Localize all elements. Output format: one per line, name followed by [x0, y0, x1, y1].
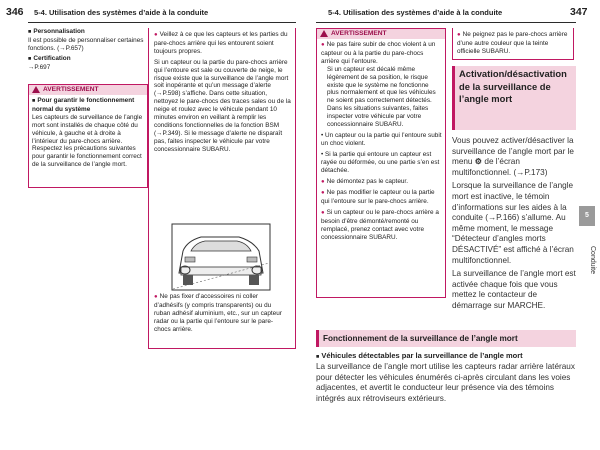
left-header-rule — [28, 22, 296, 23]
column-1 — [28, 28, 146, 72]
bullet-icon: ● — [321, 178, 325, 185]
left-chapter-title: 5-4. Utilisation des systèmes d’aide à la conduite — [34, 8, 209, 17]
section-operation-title: Fonctionnement de la surveillance de l’angle mort — [316, 330, 576, 347]
activation-text — [452, 136, 576, 312]
warning-box-right — [316, 28, 446, 298]
sub-item-text: Un capteur ou la partie qui l’entoure subit un choc violent. — [321, 131, 442, 147]
sub-item-scratched: • Si la partie qui entoure un capteur est rayée ou déformée, ou une partie s’en est détachée. — [321, 150, 440, 174]
certification-title: ■ Certification — [28, 55, 146, 64]
subsection-title: Véhicules détectables par la surveillance de l’angle mort — [321, 351, 523, 360]
paragraph-dirty-sensor: Si un capteur ou la partie du pare-chocs arrière qui l’entoure est sale ou couverte de neige, le risque existe que la surveillance de l’angle mort soit inopérante et qu’un message d’alerte (→P.598) s’affiche. Dans cette situation, nettoyez le pare-chocs des traces sales ou de la neige et roulez avec le véhicule pendant 10 minutes environ en veillant à remplir les conditions fonctionnelles de la fonction BSM (→P.349). Si le message d’alerte ne disparaît pas, faites inspecter le véhicule par votre concessionnaire SUBARU. — [154, 58, 291, 153]
bullet-text: Ne peignez pas le pare-chocs arrière d’une autre couleur que la teinte officielle SUBARU. — [457, 31, 568, 55]
right-page-number: 347 — [570, 6, 588, 18]
warning-header — [29, 85, 147, 95]
warning-box-left — [28, 84, 148, 188]
bullet-item-contact-dealer — [321, 209, 442, 242]
sub-item-impact: • Un capteur ou la partie qui l’entoure subit un choc violent. — [321, 131, 442, 147]
warning-header — [317, 29, 445, 39]
subsection-detectable-vehicles — [316, 351, 576, 360]
warning-icon — [32, 86, 40, 93]
bullet-icon: ● — [321, 42, 325, 48]
right-header-rule — [316, 22, 576, 23]
bullet-text: Ne pas modifier le capteur ou la partie qui l’entoure sur le pare-chocs arrière. — [321, 189, 435, 206]
warning-box-right-continued — [452, 28, 574, 60]
bullet-text: Veillez à ce que les capteurs et les parties du pare-chocs arrière qui les entourent soient toujours propres. — [154, 31, 288, 55]
warning-title: AVERTISSEMENT — [43, 86, 99, 93]
warning-title: AVERTISSEMENT — [331, 30, 387, 37]
chapter-tab-number: 5 — [579, 206, 595, 226]
bullet-icon: ● — [457, 32, 461, 38]
bullet-icon: ● — [321, 210, 325, 217]
bullet-item-no-impact — [321, 41, 442, 66]
activation-paragraph-1-end: de l’écran multifonctionnel. (→P.173) — [452, 157, 548, 177]
operation-paragraph: La surveillance de l’angle mort utilise les capteurs radar arrière latéraux pour détecter les véhicules énumérés ci-après circulant dans les voies adjacentes, et avertit le conducteur leur présence via des témoins intégrés aux rétroviseurs extérieurs. — [316, 362, 575, 403]
bullet-item-clean-sensors — [154, 31, 291, 56]
right-chapter-title: 5-4. Utilisation des systèmes d’aide à la conduite — [328, 8, 503, 17]
personalisation-title: ■ Personnalisation — [28, 28, 146, 37]
gear-icon: ⚙ — [474, 157, 483, 167]
warning-body: Les capteurs de surveillance de l’angle mort sont installés de chaque côté du véhicule, à gauche et à droite à l’intérieur du pare-chocs arrière. Respectez les précautions suivantes pour garantir le fonctionnement correct de la surveillance de l’angle mort. — [32, 113, 143, 169]
personalisation-text: Il est possible de personnaliser certaines fonctions. (→P.657) — [28, 36, 144, 52]
section-activation-title: Activation/désactivation de la surveillance de l’angle mort — [459, 68, 567, 104]
bullet-text: Ne démontez pas le capteur. — [326, 177, 408, 185]
chapter-tab-label: Conduite — [589, 245, 596, 275]
warning-subtitle — [32, 97, 144, 114]
activation-paragraph-1-start: Vous pouvez activer/désactiver la surveillance de l’angle mort par le menu — [452, 136, 574, 167]
bullet-text: Si un capteur ou le pare-chocs arrière a besoin d’être démonté/remonté ou remplacé, prenez contact avec votre concessionnaire SUBARU. — [321, 209, 439, 241]
bullet-text: Ne pas faire subir de choc violent à un capteur ou à la partie du pare-chocs arrière qui l’entoure. — [321, 41, 436, 65]
car-rear-illustration — [171, 223, 271, 291]
warning-subtitle-text: Pour garantir le fonctionnement normal du système — [32, 97, 135, 113]
bullet-text: Ne pas fixer d’accessoires ni coller d’adhésifs (y compris transparents) ou du ruban adhésif aluminium, etc., sur un capteur radar ou la partie qui l’entoure sur le pare-chocs arrière. — [154, 293, 282, 333]
bullet-item-no-modify — [321, 189, 442, 206]
bullet-icon: ● — [154, 294, 158, 300]
bullet-icon: ● — [321, 190, 325, 197]
impact-explanation: Si un capteur est décalé même légèrement de sa position, le risque existe que le système ne fonctionne plus normalement et que les véhicules ne soient pas correctement détectés. Dans les situations suivantes, faites inspecter votre véhicule par votre concessionnaire SUBARU. — [327, 65, 436, 129]
left-page-number: 346 — [6, 6, 24, 18]
bullet-icon: ● — [154, 32, 158, 38]
warning-box-left-continued — [148, 28, 296, 349]
bullet-item-no-disassembly — [321, 178, 442, 187]
activation-paragraph-1 — [452, 136, 576, 178]
activation-paragraph-3: La surveillance de l’angle mort est activée chaque fois que vous mettez le contacteur de démarrage sur MARCHE. — [452, 269, 576, 310]
certification-text: →P.697 — [28, 63, 51, 71]
activation-paragraph-2: Lorsque la surveillance de l’angle mort est inactive, le témoin d’informations sur les aides à la conduite (→P.166) s’allume. Au même moment, le message “Détecteur d’angles morts DÉSACTIVÉ” est affiché à l’écran multifonctionnel. — [452, 181, 574, 265]
warning-icon — [320, 30, 328, 37]
section-activation — [452, 66, 576, 130]
bullet-item-no-accessories — [154, 293, 288, 334]
sub-item-text: Si la partie qui entoure un capteur est rayée ou déformée, ou une partie s’en est détachée. — [321, 150, 440, 174]
